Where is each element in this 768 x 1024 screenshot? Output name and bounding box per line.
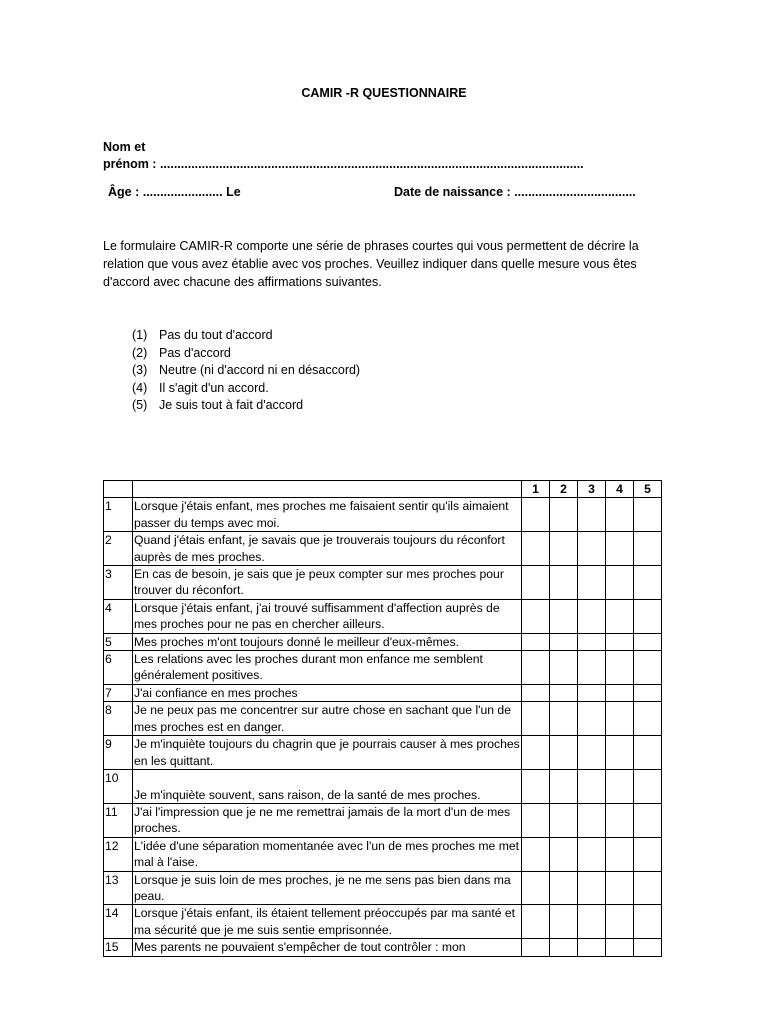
item-text: En cas de besoin, je sais que je peux compter sur mes proches pour trouver du réconfort. (133, 566, 522, 600)
answer-cell-3[interactable] (578, 599, 606, 633)
answer-cell-2[interactable] (550, 651, 578, 685)
answer-cell-5[interactable] (634, 837, 662, 871)
answer-cell-4[interactable] (606, 871, 634, 905)
scale-item (132, 362, 360, 380)
answer-cell-1[interactable] (522, 736, 550, 770)
answer-cell-2[interactable] (550, 905, 578, 939)
scale-number: (4) (132, 380, 148, 395)
table-row (104, 939, 662, 956)
answer-cell-2[interactable] (550, 498, 578, 532)
answer-cell-2[interactable] (550, 837, 578, 871)
table-row (104, 769, 662, 803)
scale-label: Pas du tout d'accord (159, 328, 273, 342)
answer-cell-3[interactable] (578, 905, 606, 939)
item-number: 4 (104, 599, 133, 633)
answer-cell-4[interactable] (606, 566, 634, 600)
answer-cell-1[interactable] (522, 871, 550, 905)
answer-cell-4[interactable] (606, 651, 634, 685)
answer-cell-5[interactable] (634, 566, 662, 600)
table-row (104, 498, 662, 532)
answer-cell-3[interactable] (578, 769, 606, 803)
item-number: 14 (104, 905, 133, 939)
answer-cell-1[interactable] (522, 939, 550, 956)
answer-cell-5[interactable] (634, 939, 662, 956)
header-score-3: 3 (578, 481, 606, 498)
item-number: 11 (104, 803, 133, 837)
rating-scale-list (132, 327, 360, 415)
answer-cell-3[interactable] (578, 684, 606, 701)
answer-cell-1[interactable] (522, 532, 550, 566)
answer-cell-4[interactable] (606, 633, 634, 650)
answer-cell-5[interactable] (634, 702, 662, 736)
item-number: 8 (104, 702, 133, 736)
scale-item (132, 380, 360, 398)
item-number: 13 (104, 871, 133, 905)
answer-cell-5[interactable] (634, 532, 662, 566)
answer-cell-4[interactable] (606, 769, 634, 803)
item-number: 7 (104, 684, 133, 701)
scale-item (132, 345, 360, 363)
item-text: L'idée d'une séparation momentanée avec l'un de mes proches me met mal à l'aise. (133, 837, 522, 871)
item-number: 12 (104, 837, 133, 871)
answer-cell-2[interactable] (550, 769, 578, 803)
item-number: 10 (104, 769, 133, 803)
table-row (104, 633, 662, 650)
item-text: J'ai l'impression que je ne me remettrai jamais de la mort d'un de mes proches. (133, 803, 522, 837)
scale-number: (5) (132, 398, 148, 413)
item-number: 1 (104, 498, 133, 532)
item-text: J'ai confiance en mes proches (133, 684, 522, 701)
item-text: Lorsque j'étais enfant, mes proches me faisaient sentir qu'ils aimaient passer du temps avec moi. (133, 498, 522, 532)
answer-cell-5[interactable] (634, 684, 662, 701)
scale-number: (3) (132, 363, 148, 378)
item-text: Lorsque j'étais enfant, ils étaient tellement préoccupés par ma santé et ma sécurité que je me suis sentie emprisonnée. (133, 905, 522, 939)
item-text: Je ne peux pas me concentrer sur autre chose en sachant que l'un de mes proches est en danger. (133, 702, 522, 736)
name-label-line1: Nom et (103, 140, 146, 154)
intro-paragraph: Le formulaire CAMIR-R comporte une série de phrases courtes qui vous permettent de décrire la relation que vous avez établie avec vos proches. Veuillez indiquer dans quelle mesure vous êtes d'accord avec chacune des affirmations suivantes. (103, 239, 639, 289)
answer-cell-3[interactable] (578, 837, 606, 871)
answer-cell-5[interactable] (634, 736, 662, 770)
item-number: 5 (104, 633, 133, 650)
item-text: Je m'inquiète toujours du chagrin que je pourrais causer à mes proches en les quittant. (134, 737, 520, 768)
answer-cell-4[interactable] (606, 498, 634, 532)
answer-cell-4[interactable] (606, 905, 634, 939)
answer-cell-1[interactable] (522, 651, 550, 685)
answer-cell-1[interactable] (522, 566, 550, 600)
item-text: Les relations avec les proches durant mon enfance me semblent généralement positives. (133, 651, 522, 685)
answer-cell-3[interactable] (578, 736, 606, 770)
table-row (104, 532, 662, 566)
name-label-line2: prénom : .......................................................................................................................... (103, 157, 584, 171)
answer-cell-2[interactable] (550, 532, 578, 566)
answer-cell-2[interactable] (550, 736, 578, 770)
answer-cell-5[interactable] (634, 905, 662, 939)
answer-cell-5[interactable] (634, 633, 662, 650)
answer-cell-1[interactable] (522, 905, 550, 939)
answer-cell-1[interactable] (522, 684, 550, 701)
answer-cell-3[interactable] (578, 532, 606, 566)
scale-number: (2) (132, 345, 148, 360)
item-number: 3 (104, 566, 133, 600)
answer-cell-5[interactable] (634, 871, 662, 905)
page-title: CAMIR -R QUESTIONNAIRE (301, 86, 467, 100)
item-number: 6 (104, 651, 133, 685)
questionnaire-table (103, 480, 662, 957)
answer-cell-4[interactable] (606, 599, 634, 633)
header-text-cell (133, 481, 522, 498)
answer-cell-3[interactable] (578, 803, 606, 837)
answer-cell-3[interactable] (578, 939, 606, 956)
table-row (104, 566, 662, 600)
answer-cell-3[interactable] (578, 633, 606, 650)
header-num-cell (104, 481, 133, 498)
answer-cell-4[interactable] (606, 837, 634, 871)
answer-cell-5[interactable] (634, 651, 662, 685)
name-field (103, 139, 584, 173)
scale-label: Je suis tout à fait d'accord (159, 398, 304, 413)
table-row (104, 905, 662, 939)
item-number: 2 (104, 532, 133, 566)
birthdate-field: Date de naissance : ................................... (394, 185, 636, 199)
answer-cell-3[interactable] (578, 702, 606, 736)
item-number: 15 (104, 939, 133, 956)
item-text: Mes proches m'ont toujours donné le meilleur d'eux-mêmes. (133, 633, 522, 650)
answer-cell-1[interactable] (522, 599, 550, 633)
answer-cell-3[interactable] (578, 498, 606, 532)
table-row (104, 684, 662, 701)
answer-cell-2[interactable] (550, 633, 578, 650)
scale-label: Pas d'accord (159, 345, 231, 360)
answer-cell-3[interactable] (578, 651, 606, 685)
table-row (104, 803, 662, 837)
header-score-2: 2 (550, 481, 578, 498)
answer-cell-3[interactable] (578, 871, 606, 905)
answer-cell-4[interactable] (606, 803, 634, 837)
answer-cell-5[interactable] (634, 498, 662, 532)
header-score-4: 4 (606, 481, 634, 498)
table-row (104, 736, 662, 770)
table-row (104, 599, 662, 633)
scale-label: Neutre (ni d'accord ni en désaccord) (159, 363, 361, 378)
answer-cell-5[interactable] (634, 599, 662, 633)
age-field: Âge : ....................... Le (108, 185, 241, 199)
answer-cell-4[interactable] (606, 939, 634, 956)
answer-cell-2[interactable] (550, 871, 578, 905)
scale-label: Il s'agit d'un accord. (159, 380, 269, 395)
item-number: 9 (104, 736, 133, 770)
scale-item (132, 397, 360, 415)
item-text: Lorsque je suis loin de mes proches, je ne me sens pas bien dans ma peau. (133, 871, 522, 905)
answer-cell-5[interactable] (634, 803, 662, 837)
answer-cell-2[interactable] (550, 684, 578, 701)
table-row (104, 651, 662, 685)
answer-cell-4[interactable] (606, 684, 634, 701)
table-row (104, 871, 662, 905)
answer-cell-4[interactable] (606, 702, 634, 736)
answer-cell-2[interactable] (550, 566, 578, 600)
scale-number: (1) (132, 328, 148, 342)
answer-cell-1[interactable] (522, 633, 550, 650)
table-row (104, 837, 662, 871)
item-text: Quand j'étais enfant, je savais que je trouverais toujours du réconfort auprès de mes proches. (133, 532, 522, 566)
answer-cell-1[interactable] (522, 702, 550, 736)
answer-cell-2[interactable] (550, 803, 578, 837)
scale-item (132, 327, 360, 345)
item-text: Lorsque j'étais enfant, j'ai trouvé suffisamment d'affection auprès de mes proches pour ne pas en chercher ailleurs. (133, 599, 522, 633)
table-header-row (104, 481, 662, 498)
answer-cell-3[interactable] (578, 566, 606, 600)
table-row (104, 702, 662, 736)
header-score-1: 1 (522, 481, 550, 498)
answer-cell-4[interactable] (606, 532, 634, 566)
answer-cell-1[interactable] (522, 803, 550, 837)
answer-cell-2[interactable] (550, 702, 578, 736)
answer-cell-2[interactable] (550, 599, 578, 633)
answer-cell-1[interactable] (522, 498, 550, 532)
header-score-5: 5 (634, 481, 662, 498)
answer-cell-1[interactable] (522, 837, 550, 871)
answer-cell-1[interactable] (522, 769, 550, 803)
item-text: Mes parents ne pouvaient s'empêcher de tout contrôler : mon (133, 939, 522, 956)
item-text: Je m'inquiète souvent, sans raison, de la santé de mes proches. (133, 769, 522, 803)
answer-cell-5[interactable] (634, 769, 662, 803)
answer-cell-2[interactable] (550, 939, 578, 956)
answer-cell-4[interactable] (606, 736, 634, 770)
